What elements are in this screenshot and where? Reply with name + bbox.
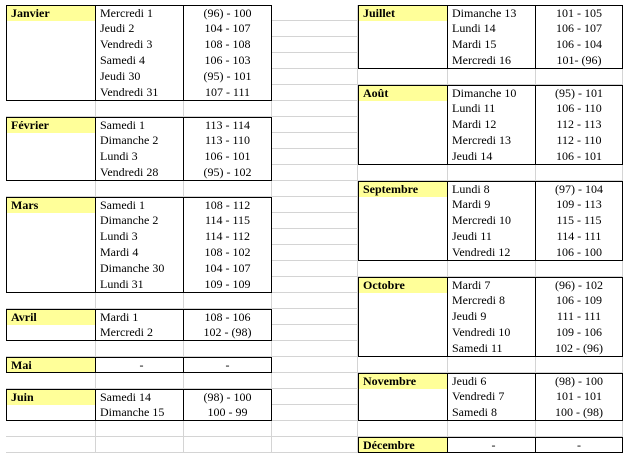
month-label: Mai	[6, 357, 96, 373]
grid-cell	[272, 133, 358, 149]
grid-cell	[272, 165, 358, 181]
day-cell: Lundi 31	[96, 277, 184, 293]
grid-cell	[272, 405, 358, 421]
day-cell: Vendredi 31	[96, 85, 184, 101]
grid-cell	[6, 341, 96, 357]
day-cell: Lundi 3	[96, 149, 184, 165]
day-cell: Samedi 8	[448, 405, 536, 421]
day-cell: Samedi 11	[448, 341, 536, 357]
grid-cell	[272, 261, 358, 277]
grid-cell	[184, 421, 272, 437]
month-label: Septembre	[358, 181, 448, 197]
empty-cell	[358, 37, 448, 53]
value-cell: 107 - 111	[184, 85, 272, 101]
empty-cell	[6, 277, 96, 293]
value-cell: 109 - 109	[184, 277, 272, 293]
day-cell: Samedi 4	[96, 53, 184, 69]
value-cell: 106 - 107	[536, 21, 623, 37]
grid-cell	[358, 357, 448, 373]
grid-cell	[448, 261, 536, 277]
grid-cell	[272, 213, 358, 229]
empty-cell	[6, 21, 96, 37]
grid-cell	[272, 149, 358, 165]
value-cell: 114 - 112	[184, 229, 272, 245]
day-cell: Mardi 7	[448, 277, 536, 293]
grid-cell	[96, 421, 184, 437]
grid-cell	[536, 165, 623, 181]
empty-cell	[358, 21, 448, 37]
value-cell: 109 - 106	[536, 325, 623, 341]
day-cell: Dimanche 2	[96, 133, 184, 149]
day-cell: Mercredi 16	[448, 53, 536, 69]
value-cell: 108 - 106	[184, 309, 272, 325]
grid-cell	[6, 101, 96, 117]
value-cell: (98) - 100	[184, 389, 272, 405]
empty-cell	[6, 213, 96, 229]
value-cell: 111 - 111	[536, 309, 623, 325]
grid-cell	[272, 5, 358, 21]
month-label: Mars	[6, 197, 96, 213]
value-cell: 106 - 104	[536, 37, 623, 53]
day-cell: Lundi 8	[448, 181, 536, 197]
day-cell: Mercredi 1	[96, 5, 184, 21]
grid-cell	[358, 165, 448, 181]
day-cell: Dimanche 2	[96, 213, 184, 229]
value-cell: 104 - 107	[184, 261, 272, 277]
empty-cell	[6, 245, 96, 261]
empty-cell	[358, 229, 448, 245]
empty-cell	[6, 325, 96, 341]
day-cell: Mercredi 8	[448, 293, 536, 309]
empty-cell	[6, 229, 96, 245]
day-cell: Mercredi 2	[96, 325, 184, 341]
value-cell: 101 - 101	[536, 389, 623, 405]
grid-cell	[6, 421, 96, 437]
grid-cell	[272, 373, 358, 389]
day-cell: Vendredi 3	[96, 37, 184, 53]
empty-cell	[6, 69, 96, 85]
value-cell: 106 - 110	[536, 101, 623, 117]
grid-cell	[272, 421, 358, 437]
value-cell: 102 - (98)	[184, 325, 272, 341]
value-cell: 101 - 105	[536, 5, 623, 21]
empty-cell	[358, 213, 448, 229]
value-cell: 100 - 99	[184, 405, 272, 421]
value-cell: 112 - 110	[536, 133, 623, 149]
value-cell: 106 - 100	[536, 245, 623, 261]
value-cell: 112 - 113	[536, 117, 623, 133]
value-cell: 104 - 107	[184, 21, 272, 37]
value-cell: (95) - 101	[184, 69, 272, 85]
day-cell: Vendredi 28	[96, 165, 184, 181]
empty-cell	[358, 341, 448, 357]
empty-cell	[6, 53, 96, 69]
value-cell: 101- (96)	[536, 53, 623, 69]
day-cell: Samedi 14	[96, 389, 184, 405]
value-cell: 113 - 114	[184, 117, 272, 133]
empty-cell	[358, 197, 448, 213]
day-cell: Samedi 1	[96, 197, 184, 213]
grid-cell	[184, 437, 272, 453]
grid-cell	[272, 389, 358, 405]
value-cell: (95) - 102	[184, 165, 272, 181]
grid-cell	[272, 325, 358, 341]
month-label: Juin	[6, 389, 96, 405]
empty-cell	[358, 53, 448, 69]
grid-cell	[272, 293, 358, 309]
value-cell: 108 - 108	[184, 37, 272, 53]
value-cell: (97) - 104	[536, 181, 623, 197]
day-cell: Samedi 1	[96, 117, 184, 133]
day-cell: Mardi 1	[96, 309, 184, 325]
value-cell: (96) - 100	[184, 5, 272, 21]
grid-cell	[448, 165, 536, 181]
grid-cell	[272, 53, 358, 69]
value-cell: (96) - 102	[536, 277, 623, 293]
empty-cell	[358, 133, 448, 149]
month-label: Avril	[6, 309, 96, 325]
grid-cell	[448, 421, 536, 437]
day-cell: Jeudi 11	[448, 229, 536, 245]
empty-cell	[358, 405, 448, 421]
empty-cell	[6, 133, 96, 149]
value-cell: 106 - 101	[184, 149, 272, 165]
grid-cell	[184, 341, 272, 357]
day-cell: Dimanche 13	[448, 5, 536, 21]
day-cell: Dimanche 30	[96, 261, 184, 277]
day-cell: Dimanche 10	[448, 85, 536, 101]
day-cell: Vendredi 12	[448, 245, 536, 261]
day-cell: Jeudi 6	[448, 373, 536, 389]
month-label: Août	[358, 85, 448, 101]
grid-cell	[6, 181, 96, 197]
grid-cell	[6, 293, 96, 309]
value-cell: 100 - (98)	[536, 405, 623, 421]
grid-cell	[96, 437, 184, 453]
grid-cell	[272, 245, 358, 261]
grid-cell	[272, 69, 358, 85]
value-cell: 108 - 102	[184, 245, 272, 261]
empty-cell	[358, 293, 448, 309]
grid-cell	[536, 261, 623, 277]
day-cell: Vendredi 10	[448, 325, 536, 341]
month-label: Janvier	[6, 5, 96, 21]
grid-cell	[358, 69, 448, 85]
day-cell: Jeudi 2	[96, 21, 184, 37]
grid-cell	[272, 21, 358, 37]
day-cell: Jeudi 9	[448, 309, 536, 325]
empty-cell	[6, 405, 96, 421]
grid-cell	[184, 181, 272, 197]
day-cell: -	[448, 437, 536, 453]
empty-cell	[6, 37, 96, 53]
value-cell: 109 - 113	[536, 197, 623, 213]
empty-cell	[6, 165, 96, 181]
grid-cell	[272, 309, 358, 325]
grid-cell	[96, 293, 184, 309]
grid-cell	[536, 69, 623, 85]
grid-cell	[448, 69, 536, 85]
grid-cell	[358, 261, 448, 277]
day-cell: Mardi 4	[96, 245, 184, 261]
grid-cell	[536, 421, 623, 437]
day-cell: Dimanche 15	[96, 405, 184, 421]
day-cell: Lundi 14	[448, 21, 536, 37]
empty-cell	[358, 389, 448, 405]
grid-cell	[536, 357, 623, 373]
grid-cell	[272, 277, 358, 293]
day-cell: Mercredi 10	[448, 213, 536, 229]
grid-cell	[96, 373, 184, 389]
grid-cell	[96, 101, 184, 117]
grid-cell	[272, 229, 358, 245]
month-label: Juillet	[358, 5, 448, 21]
grid-cell	[272, 197, 358, 213]
value-cell: 106 - 101	[536, 149, 623, 165]
day-cell: Lundi 3	[96, 229, 184, 245]
value-cell: 115 - 115	[536, 213, 623, 229]
day-cell: -	[96, 357, 184, 373]
grid-cell	[6, 437, 96, 453]
month-label: Novembre	[358, 373, 448, 389]
value-cell: (95) - 101	[536, 85, 623, 101]
grid-cell	[6, 373, 96, 389]
grid-cell	[448, 357, 536, 373]
month-label: Décembre	[358, 437, 448, 453]
empty-cell	[358, 245, 448, 261]
value-cell: 102 - (96)	[536, 341, 623, 357]
day-cell: Jeudi 30	[96, 69, 184, 85]
day-cell: Vendredi 7	[448, 389, 536, 405]
value-cell: 113 - 110	[184, 133, 272, 149]
empty-cell	[358, 309, 448, 325]
grid-cell	[272, 357, 358, 373]
day-cell: Lundi 11	[448, 101, 536, 117]
grid-cell	[184, 293, 272, 309]
empty-cell	[6, 85, 96, 101]
day-cell: Mardi 9	[448, 197, 536, 213]
day-cell: Mercredi 13	[448, 133, 536, 149]
value-cell: 108 - 112	[184, 197, 272, 213]
grid-cell	[272, 101, 358, 117]
empty-cell	[358, 325, 448, 341]
month-label: Octobre	[358, 277, 448, 293]
empty-cell	[358, 101, 448, 117]
empty-cell	[358, 149, 448, 165]
empty-cell	[6, 149, 96, 165]
value-cell: 106 - 103	[184, 53, 272, 69]
empty-cell	[358, 117, 448, 133]
grid-cell	[96, 181, 184, 197]
grid-cell	[272, 181, 358, 197]
grid-cell	[184, 101, 272, 117]
grid-cell	[272, 437, 358, 453]
value-cell: -	[184, 357, 272, 373]
value-cell: 106 - 109	[536, 293, 623, 309]
day-cell: Mardi 15	[448, 37, 536, 53]
day-cell: Jeudi 14	[448, 149, 536, 165]
value-cell: 114 - 115	[184, 213, 272, 229]
value-cell: -	[536, 437, 623, 453]
grid-cell	[272, 37, 358, 53]
value-cell: (98) - 100	[536, 373, 623, 389]
month-label: Février	[6, 117, 96, 133]
grid-cell	[272, 85, 358, 101]
grid-cell	[184, 373, 272, 389]
grid-cell	[358, 421, 448, 437]
value-cell: 114 - 111	[536, 229, 623, 245]
day-cell: Mardi 12	[448, 117, 536, 133]
grid-cell	[272, 341, 358, 357]
grid-cell	[96, 341, 184, 357]
grid-cell	[272, 117, 358, 133]
empty-cell	[6, 261, 96, 277]
